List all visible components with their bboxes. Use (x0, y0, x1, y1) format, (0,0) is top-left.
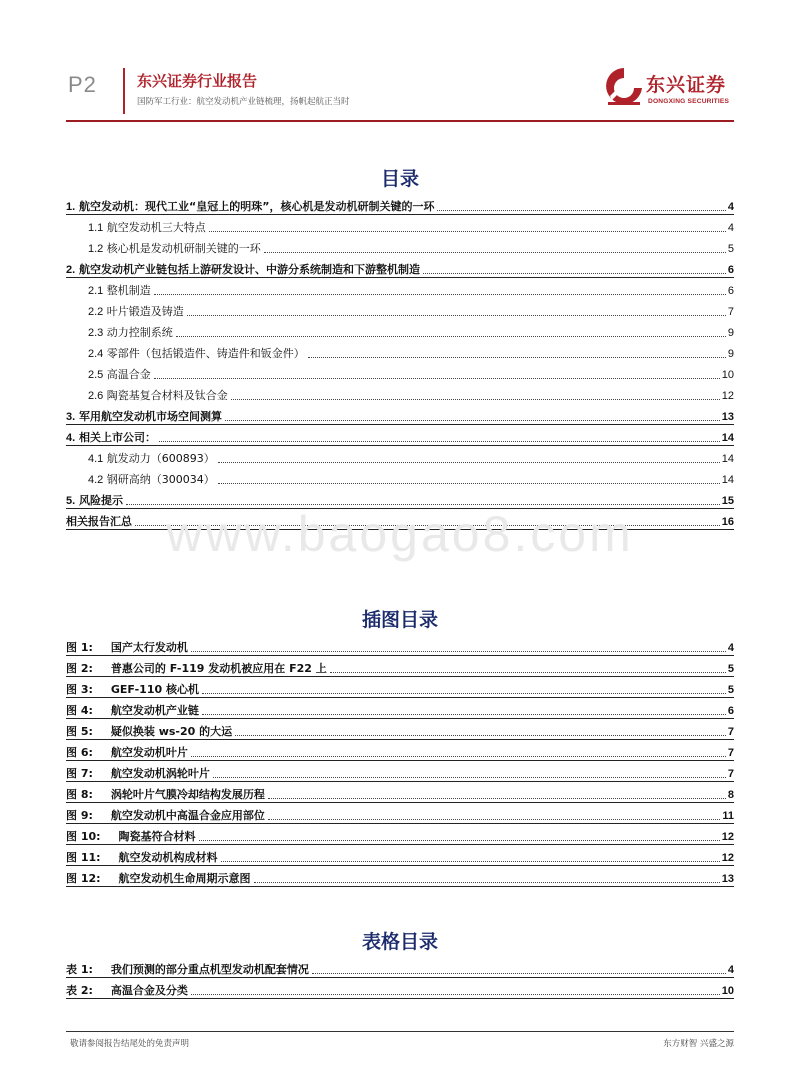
toc-entry-label (66, 431, 158, 445)
figure-entry-page: 5 (727, 684, 734, 696)
toc-entry[interactable] (66, 322, 734, 340)
dot-leader (221, 861, 720, 862)
figure-entry-underline (66, 844, 734, 845)
figure-entry[interactable] (66, 763, 734, 781)
toc-entry-text: 整机制造 (103, 284, 151, 297)
figure-entry-page: 12 (721, 831, 734, 843)
dot-leader (423, 273, 726, 274)
dot-leader (159, 441, 720, 442)
figure-entry[interactable] (66, 679, 734, 697)
footer-rule (66, 1031, 734, 1032)
dongxing-logo (604, 66, 744, 112)
toc-entry[interactable] (66, 217, 734, 235)
figure-entry-underline (66, 676, 734, 677)
figure-entry-label (66, 746, 190, 760)
figure-entry-text: 陶瓷基符合材料 (118, 830, 196, 843)
figures-title: 插图目录 (361, 609, 438, 631)
toc-entry-page: 14 (721, 453, 734, 465)
toc-entry-label (88, 326, 175, 340)
table-entry-number: 表 2: (66, 984, 93, 997)
figure-entry-underline (66, 655, 734, 656)
toc-entry-underline (66, 214, 734, 215)
figure-entry-label (66, 872, 253, 886)
dot-leader (268, 819, 720, 820)
dot-leader (199, 840, 720, 841)
toc-entry-page: 14 (721, 432, 734, 444)
figure-entry-underline (66, 865, 734, 866)
toc-entry-number: 2.6 (88, 390, 104, 402)
toc-entry-label (66, 263, 422, 277)
toc-entry[interactable] (66, 364, 734, 382)
figure-entry-label (66, 662, 329, 676)
toc-entry-text: 航空发动机：现代工业“皇冠上的明珠”，核心机是发动机研制关键的一环 (75, 200, 435, 213)
toc-entry-label (66, 410, 224, 424)
page-number: P2 (68, 72, 97, 97)
figure-entry[interactable] (66, 742, 734, 760)
watermark: www.baogao8.com (166, 506, 634, 562)
toc-entry-number: 2. (66, 264, 76, 276)
figure-entry-number: 图 7: (66, 767, 93, 780)
figure-entry-label (66, 809, 267, 823)
toc-entry-underline (66, 424, 734, 425)
figure-entry-number: 图 3: (66, 683, 93, 696)
toc-entry-label (88, 221, 208, 235)
figure-entry-text: 疑似换装 ws-20 的大运 (110, 725, 233, 738)
dot-leader (268, 798, 726, 799)
figure-entry[interactable] (66, 847, 734, 865)
toc-entry[interactable] (66, 448, 734, 466)
dot-leader (202, 693, 726, 694)
toc-entry-page: 15 (721, 495, 734, 507)
tables-title: 表格目录 (361, 931, 438, 953)
figure-entry-number: 图 5: (66, 725, 93, 738)
figure-entry-underline (66, 739, 734, 740)
toc-entry-underline (66, 277, 734, 278)
header-divider (123, 68, 125, 114)
toc-entry-label (88, 305, 186, 319)
toc-entry-text: 叶片锻造及铸造 (103, 305, 184, 318)
toc-entry-text: 相关报告汇总 (66, 515, 132, 528)
figure-entry-page: 6 (727, 705, 734, 717)
figure-entry-page: 8 (727, 789, 734, 801)
toc-entry-text: 陶瓷基复合材料及钛合金 (103, 389, 228, 402)
toc-entry-number: 3. (66, 411, 76, 423)
dot-leader (264, 252, 726, 253)
toc-entry-page: 6 (727, 285, 734, 297)
figure-entry-text: 航空发动机产业链 (110, 704, 199, 717)
toc-entry-label (88, 242, 263, 256)
figure-entry[interactable] (66, 721, 734, 739)
toc-entry-page: 9 (727, 327, 734, 339)
footer-disclaimer: 敬请参阅报告结尾处的免责声明 (70, 1039, 190, 1049)
table-entry[interactable] (66, 980, 734, 998)
dot-leader (187, 315, 726, 316)
toc-entry-text: 航发动力（600893） (103, 452, 215, 465)
toc-entry-number: 4.2 (88, 474, 104, 486)
toc-entry-page: 14 (721, 474, 734, 486)
figure-entry-text: 航空发动机生命周期示意图 (118, 872, 251, 885)
figure-entry-underline (66, 823, 734, 824)
toc-entry[interactable] (66, 301, 734, 319)
toc-entry-number: 4. (66, 432, 76, 444)
header-rule (66, 120, 734, 122)
toc-entry-page: 9 (727, 348, 734, 360)
dot-leader (235, 735, 726, 736)
table-entry[interactable] (66, 959, 734, 977)
dot-leader (308, 357, 726, 358)
dot-leader (213, 777, 726, 778)
toc-entry-underline (66, 445, 734, 446)
figure-entry-underline (66, 697, 734, 698)
toc-entry[interactable] (66, 469, 734, 487)
toc-entry-number: 2.3 (88, 327, 104, 339)
toc-entry-text: 风险提示 (75, 494, 124, 507)
toc-entry-page: 4 (727, 222, 734, 234)
figure-entry-text: 航空发动机构成材料 (118, 851, 218, 864)
toc-entry-number: 4.1 (88, 453, 104, 465)
figure-entry-label (66, 830, 198, 844)
dot-leader (330, 672, 726, 673)
dot-leader (191, 651, 726, 652)
table-entry-number: 表 1: (66, 963, 93, 976)
figure-entry[interactable] (66, 658, 734, 676)
table-entry-underline (66, 977, 734, 978)
figure-entry-page: 12 (721, 852, 734, 864)
toc-entry-text: 航空发动机三大特点 (103, 221, 206, 234)
figure-entry-number: 图 6: (66, 746, 93, 759)
toc-entry-number: 2.2 (88, 306, 104, 318)
figure-entry-label (66, 683, 201, 697)
toc-entry-text: 高温合金 (103, 368, 151, 381)
table-entry-page: 10 (721, 985, 734, 997)
figure-entry-text: 航空发动机叶片 (110, 746, 188, 759)
toc-entry-label (88, 473, 217, 487)
dot-leader (225, 420, 720, 421)
table-entry-text: 高温合金及分类 (110, 984, 188, 997)
toc-entry-text: 零部件（包括锻造件、铸造件和钣金件） (103, 347, 305, 360)
toc-entry-label (88, 284, 153, 298)
dongxing-logo-icon (604, 66, 644, 110)
toc-entry[interactable] (66, 406, 734, 424)
toc-title: 目录 (380, 168, 419, 190)
table-entry-page: 4 (727, 964, 734, 976)
figure-entry-underline (66, 802, 734, 803)
figure-entry-underline (66, 760, 734, 761)
dot-leader (218, 462, 720, 463)
figure-entry-label (66, 725, 234, 739)
dot-leader (191, 994, 720, 995)
table-entry-text: 我们预测的部分重点机型发动机配套情况 (110, 963, 309, 976)
figure-entry[interactable] (66, 784, 734, 802)
figure-entry-page: 7 (727, 747, 734, 759)
toc-entry-page: 5 (727, 243, 734, 255)
toc-entry[interactable] (66, 427, 734, 445)
figure-entry-page: 5 (727, 663, 734, 675)
figure-entry-underline (66, 781, 734, 782)
logo-text-cn: 东兴证券 (646, 74, 727, 96)
toc-entry-number: 1. (66, 201, 76, 213)
toc-entry-page: 13 (721, 411, 734, 423)
dot-leader (202, 714, 726, 715)
toc-entry-label (88, 389, 230, 403)
logo-text-en: DONGXING SECURITIES (648, 98, 730, 105)
report-subtitle: 国防军工行业：航空发动机产业链梳理，扬帆起航正当时 (137, 97, 350, 107)
toc-entry-text: 动力控制系统 (103, 326, 173, 339)
dot-leader (218, 483, 720, 484)
figure-entry-label (66, 641, 190, 655)
figure-entry-text: 涡轮叶片气膜冷却结构发展历程 (110, 788, 265, 801)
figure-entry-number: 图 1: (66, 641, 93, 654)
dot-leader (437, 210, 725, 211)
toc-entry-page: 16 (721, 516, 734, 528)
toc-entry-text: 相关上市公司： (75, 431, 157, 444)
toc-entry-number: 1.2 (88, 243, 104, 255)
toc-entry-text: 核心机是发动机研制关键的一环 (103, 242, 261, 255)
table-entry-label (66, 963, 311, 977)
toc-entry-label (88, 452, 217, 466)
dot-leader (254, 882, 720, 883)
dot-leader (154, 378, 720, 379)
figure-entry-text: 航空发动机涡轮叶片 (110, 767, 210, 780)
toc-entry-text: 军用航空发动机市场空间测算 (75, 410, 223, 423)
toc-entry-page: 12 (721, 390, 734, 402)
toc-entry-label (88, 368, 153, 382)
figure-entry-number: 图 8: (66, 788, 93, 801)
table-entry-underline (66, 998, 734, 999)
figure-entry-label (66, 767, 212, 781)
figure-entry-number: 图 2: (66, 662, 93, 675)
toc-entry[interactable] (66, 385, 734, 403)
dot-leader (191, 756, 726, 757)
toc-entry-page: 6 (727, 264, 734, 276)
figure-entry-number: 图 4: (66, 704, 93, 717)
figure-entry-number: 图 12: (66, 872, 101, 885)
figure-entry[interactable] (66, 868, 734, 886)
toc-entry-label (66, 200, 436, 214)
figure-entry-page: 13 (721, 873, 734, 885)
figure-entry-underline (66, 718, 734, 719)
toc-entry-number: 1.1 (88, 222, 104, 234)
toc-entry-number: 5. (66, 495, 76, 507)
figure-entry-text: GEF-110 核心机 (110, 683, 199, 696)
figure-entry-text: 航空发动机中高温合金应用部位 (110, 809, 265, 822)
footer-slogan: 东方财智 兴盛之源 (663, 1039, 734, 1049)
figure-entry-label (66, 851, 220, 865)
toc-entry-number: 2.5 (88, 369, 104, 381)
toc-entry-text: 航空发动机产业链包括上游研发设计、中游分系统制造和下游整机制造 (75, 263, 421, 276)
dot-leader (154, 294, 726, 295)
figure-entry-number: 图 11: (66, 851, 101, 864)
figure-entry-text: 国产太行发动机 (110, 641, 188, 654)
figure-entry[interactable] (66, 637, 734, 655)
figure-entry-number: 图 10: (66, 830, 101, 843)
figure-entry-label (66, 788, 267, 802)
figure-entry-page: 4 (727, 642, 734, 654)
toc-entry-page: 7 (727, 306, 734, 318)
figure-entry-page: 11 (722, 810, 734, 822)
figure-entry-label (66, 704, 201, 718)
dot-leader (231, 399, 720, 400)
toc-entry[interactable] (66, 280, 734, 298)
figure-entry-text: 普惠公司的 F-119 发动机被应用在 F22 上 (110, 662, 327, 675)
toc-entry-number: 2.1 (88, 285, 104, 297)
table-entry-label (66, 984, 190, 998)
toc-entry[interactable] (66, 259, 734, 277)
figure-entry-page: 7 (727, 768, 734, 780)
dot-leader (312, 973, 726, 974)
toc-entry[interactable] (66, 196, 734, 214)
toc-entry[interactable] (66, 238, 734, 256)
figure-entry[interactable] (66, 805, 734, 823)
toc-entry-number: 2.4 (88, 348, 104, 360)
figure-entry-page: 7 (727, 726, 734, 738)
figure-entry-number: 图 9: (66, 809, 93, 822)
toc-entry-label (88, 347, 307, 361)
figure-entry-underline (66, 886, 734, 887)
dot-leader (176, 336, 726, 337)
toc-entry[interactable] (66, 343, 734, 361)
toc-entry-text: 钢研高纳（300034） (103, 473, 215, 486)
figure-entry[interactable] (66, 700, 734, 718)
toc-entry-page: 10 (721, 369, 734, 381)
report-title: 东兴证券行业报告 (137, 72, 258, 90)
figure-entry[interactable] (66, 826, 734, 844)
toc-entry-page: 4 (727, 201, 734, 213)
dot-leader (209, 231, 726, 232)
